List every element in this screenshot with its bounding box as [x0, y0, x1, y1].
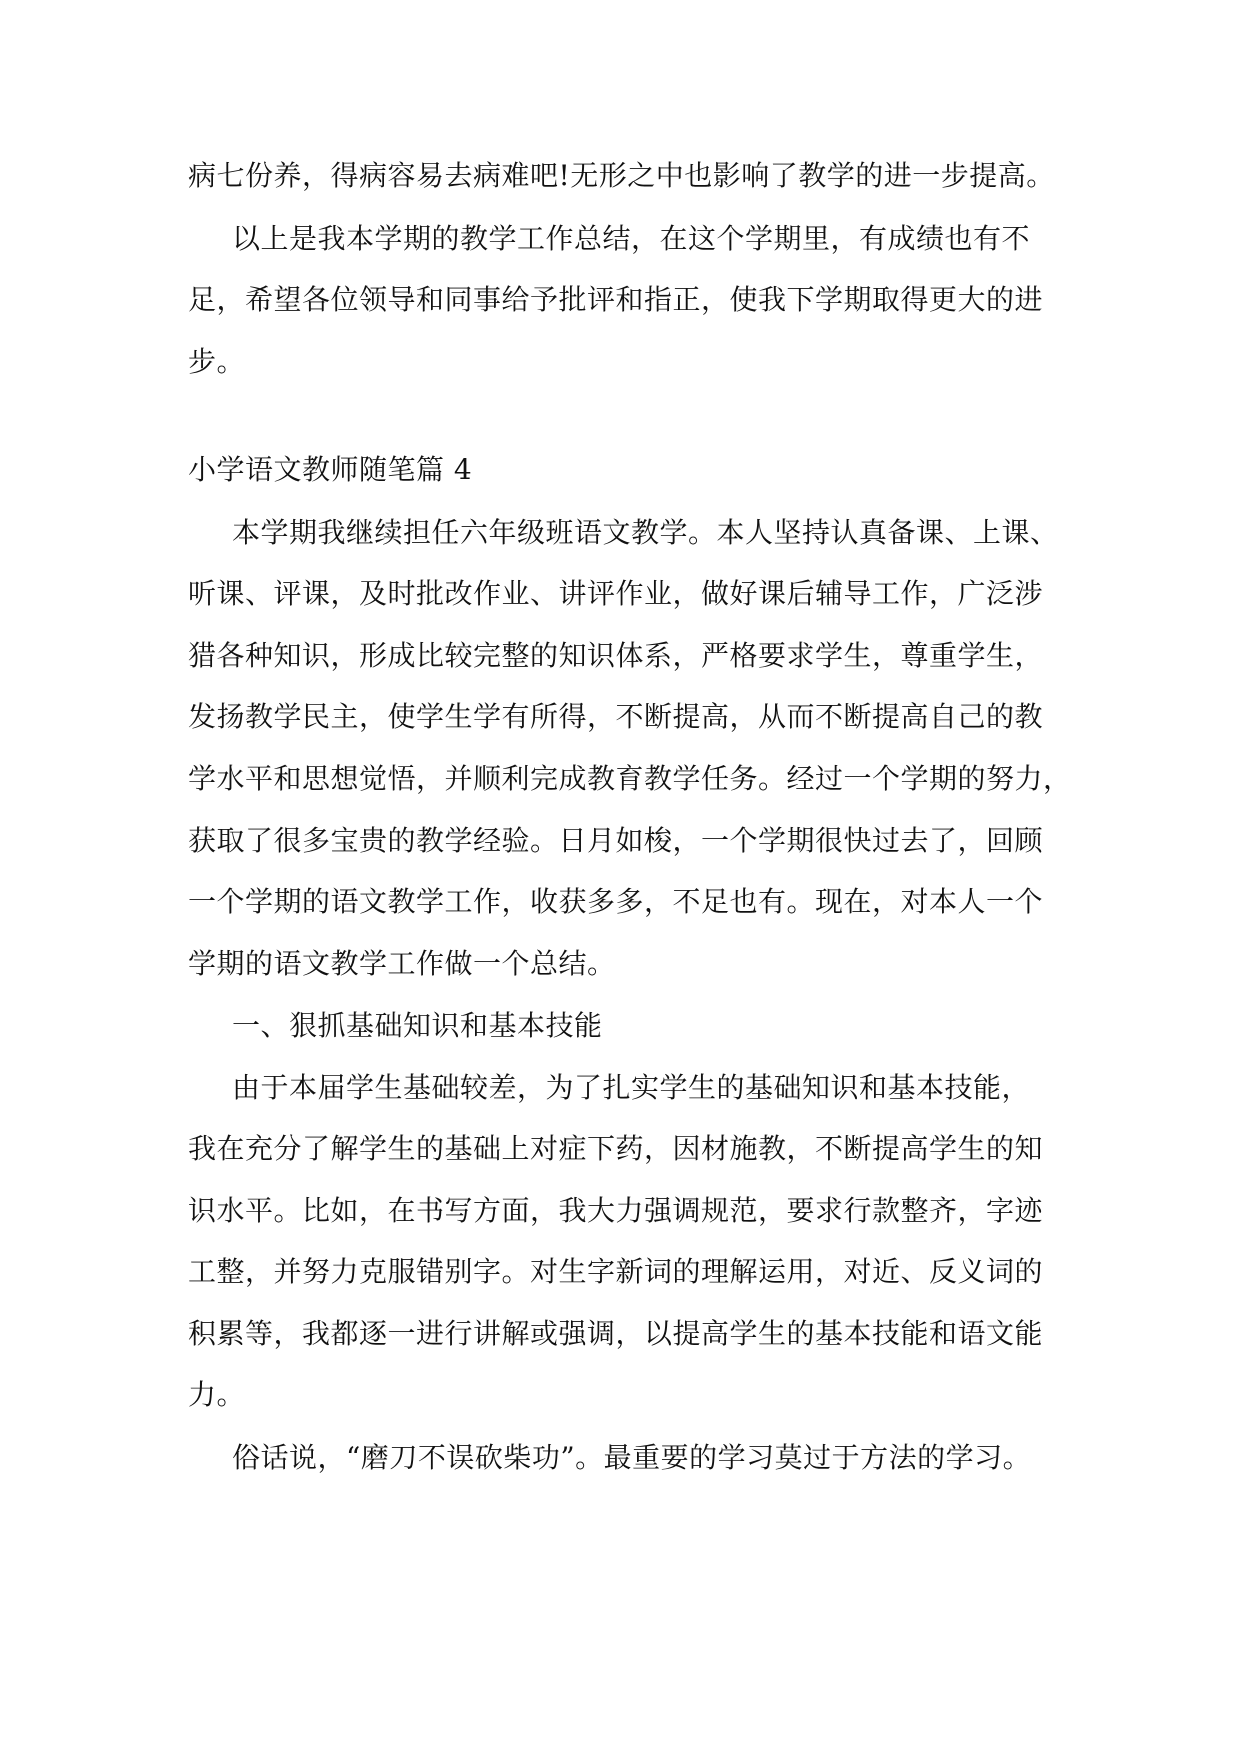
paragraph-line: 力。	[188, 1378, 246, 1411]
paragraph-line: 听课、评课，及时批改作业、讲评作业，做好课后辅导工作，广泛涉	[188, 577, 1044, 610]
paragraph-line: 工整，并努力克服错别字。对生字新词的理解运用，对近、反义词的	[188, 1255, 1044, 1288]
paragraph-line: 病七份养，得病容易去病难吧!无形之中也影响了教学的进一步提高。	[188, 159, 1055, 192]
paragraph-line: 步。	[188, 345, 246, 378]
paragraph-line: 俗话说，“磨刀不误砍柴功”。最重要的学习莫过于方法的学习。	[232, 1441, 1032, 1474]
paragraph-line: 发扬教学民主，使学生学有所得，不断提高，从而不断提高自己的教	[188, 700, 1044, 733]
paragraph-line: 一个学期的语文教学工作，收获多多，不足也有。现在，对本人一个	[188, 885, 1044, 918]
paragraph-line: 猎各种知识，形成比较完整的知识体系，严格要求学生，尊重学生，	[188, 639, 1044, 672]
section-heading: 小学语文教师随笔篇 4	[188, 453, 473, 486]
paragraph-line: 本学期我继续担任六年级班语文教学。本人坚持认真备课、上课、	[232, 516, 1059, 549]
subsection-title: 一、狠抓基础知识和基本技能	[232, 1009, 603, 1042]
paragraph-line: 学期的语文教学工作做一个总结。	[188, 947, 616, 980]
paragraph-line: 积累等，我都逐一进行讲解或强调，以提高学生的基本技能和语文能	[188, 1317, 1044, 1350]
paragraph-line: 我在充分了解学生的基础上对症下药，因材施教，不断提高学生的知	[188, 1132, 1044, 1165]
paragraph-line: 以上是我本学期的教学工作总结，在这个学期里，有成绩也有不	[232, 222, 1031, 255]
paragraph-line: 足，希望各位领导和同事给予批评和指正，使我下学期取得更大的进	[188, 283, 1044, 316]
paragraph-line: 获取了很多宝贵的教学经验。日月如梭，一个学期很快过去了，回顾	[188, 824, 1044, 857]
paragraph-line: 由于本届学生基础较差，为了扎实学生的基础知识和基本技能，	[232, 1071, 1031, 1104]
paragraph-line: 识水平。比如，在书写方面，我大力强调规范，要求行款整齐，字迹	[188, 1194, 1044, 1227]
paragraph-line: 学水平和思想觉悟，并顺利完成教育教学任务。经过一个学期的努力，	[188, 762, 1072, 795]
